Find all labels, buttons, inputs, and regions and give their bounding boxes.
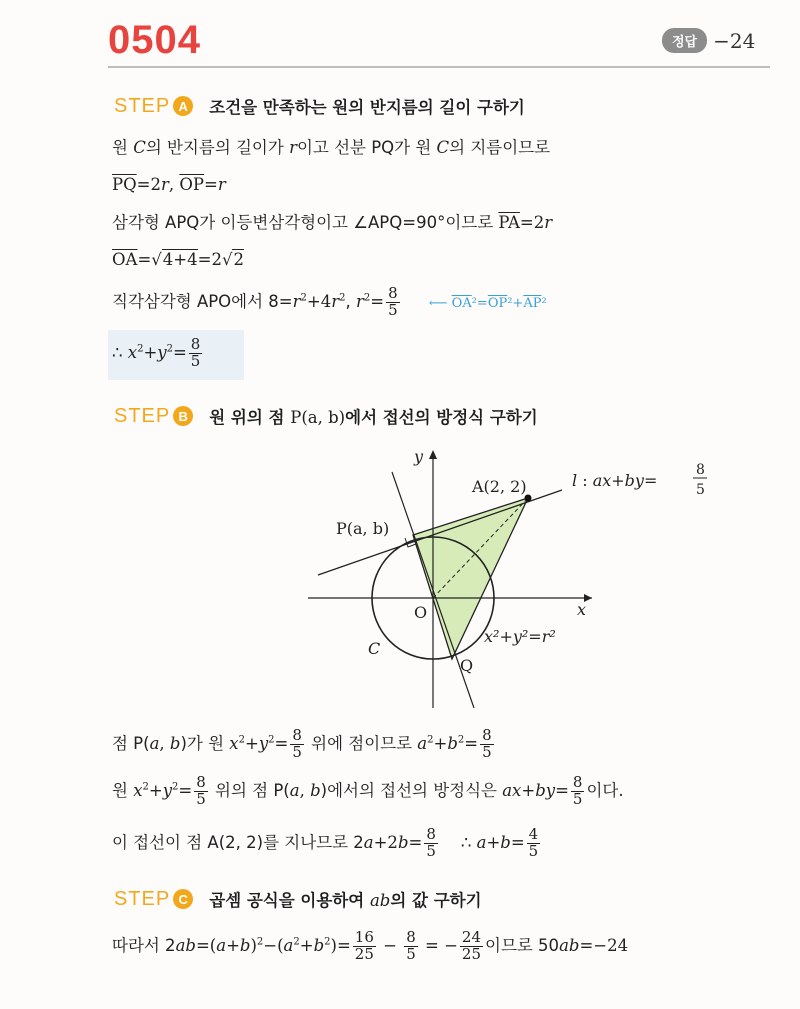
pythagoras-note: ⟵ $\overline{OA}^2=\overline{OP}^2+\overline{AP}^2$ (428, 295, 547, 311)
line-9: 이 접선이 점 A(2, 2)를 지나므로 2a+2b= $\frac{8}{5}$ ∴ a+b= $\frac{4}{5}$ (112, 825, 539, 860)
answer-box (662, 28, 755, 53)
step-c-title: 곱셈 공식을 이용하여 ab의 값 구하기 (209, 891, 482, 910)
step-a-word: STEP (114, 94, 171, 117)
label-q: Q (460, 656, 474, 675)
line-3: 삼각형 APQ가 이등변삼각형이고 ∠APQ=90°이므로 $\overline{PA}=2r$ (112, 213, 553, 232)
line-10: 따라서 $2ab=(a+b)^2-(a^2+b^2)=$ $\frac{16}{25}$ − $\frac{8}{5}$ = − $\frac{24}{25}$ 이므로 50ab=−24 (112, 928, 629, 963)
step-a-title: 조건을 만족하는 원의 반지름의 길이 구하기 (209, 98, 525, 117)
label-tangent-den: 5 (696, 482, 705, 498)
header-divider (108, 66, 770, 68)
step-b-title: 원 위의 점 P(a, b)에서 접선의 방정식 구하기 (209, 408, 538, 427)
label-tangent: l : ax+by= (572, 471, 658, 490)
line-5: 직각삼각형 APO에서 $8=r^2+4r^2$, $r^2=$ $\frac{8}{5}$ ⟵ $\overline{OA}^2=\overline{OP}^2+\overline{AP}^2$ (112, 284, 547, 319)
step-c-letter: C (173, 889, 193, 909)
label-o: O (414, 603, 428, 622)
step-b-letter: B (173, 406, 193, 426)
line-6: ∴ $x^2+y^2=$ $\frac{8}{5}$ (112, 335, 201, 370)
line-4: $\overline{OA}=√4+4=2√2$ (112, 250, 244, 269)
step-c-heading (114, 887, 482, 911)
tangent-diagram (300, 440, 730, 715)
line-2: $\overline{PQ}=2r$, $\overline{OP}=r$ (112, 175, 226, 194)
label-circle-eq: x²+y²=r² (484, 627, 556, 646)
fraction: $\frac{8}{5}$ (388, 284, 398, 319)
label-tangent-num: 8 (696, 462, 705, 478)
label-c: C (368, 639, 381, 658)
label-x: x (577, 600, 587, 619)
label-p: P(a, b) (336, 519, 390, 538)
line-7: 점 P(a, b)가 원 $x^2+y^2=$ $\frac{8}{5}$ 위에 점이므로 $a^2+b^2=$ $\frac{8}{5}$ (112, 726, 492, 761)
label-a: A(2, 2) (472, 477, 527, 496)
label-y: y (414, 447, 424, 466)
step-a-heading (114, 94, 525, 118)
step-c-word: STEP (114, 887, 171, 910)
line-8: 원 $x^2+y^2=$ $\frac{8}{5}$ 위의 점 P(a, b)에서의 접선의 방정식은 ax+by= $\frac{8}{5}$ 이다. (112, 773, 624, 808)
step-b-word: STEP (114, 404, 171, 427)
answer-badge: 정답 (662, 28, 707, 53)
answer-value: −24 (713, 28, 756, 53)
y-axis-arrow (429, 450, 437, 459)
step-a-letter: A (173, 96, 193, 116)
step-b-heading (114, 404, 538, 428)
problem-number: 0504 (108, 18, 201, 62)
line-1: 원 C의 반지름의 길이가 r이고 선분 PQ가 원 C의 지름이므로 (112, 138, 551, 157)
